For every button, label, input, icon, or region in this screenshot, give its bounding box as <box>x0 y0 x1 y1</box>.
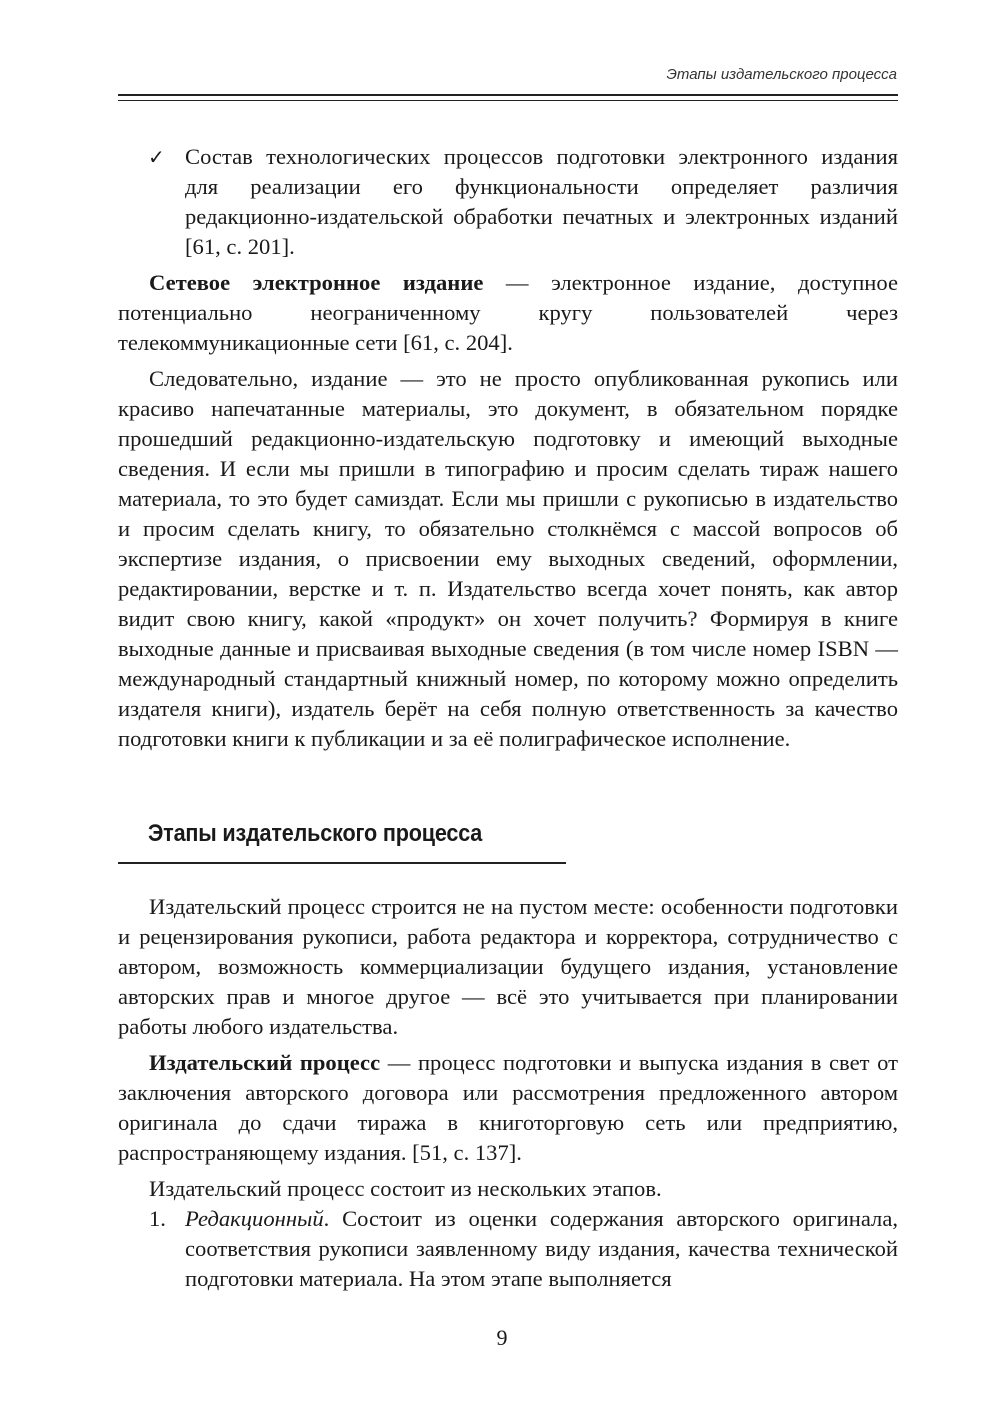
definition-process-term: Издательский процесс <box>149 1050 381 1075</box>
list-item-number: 1. <box>149 1206 166 1231</box>
section-heading-rule <box>118 862 566 864</box>
intro-paragraph: Издательский процесс строится не на пустом месте: особенности подготовки и рецензирования рукописи, работа редактора и корректора, сотрудничество с автором, возможность коммерциализации будущего издания, установление авторских прав и многое другое — всё это учитывается при планировании работы любого издательства. <box>118 894 898 1039</box>
lower-text-block <box>118 892 898 1294</box>
header-rule-thick <box>118 94 898 96</box>
definition-network-text: — электронное издание, доступное потенциально неограниченному кругу пользователей через телекоммуникационные сети [61, с. 204]. <box>118 270 898 355</box>
stages-paragraph: Издательский процесс состоит из нескольких этапов. <box>149 1176 662 1201</box>
checkmark-icon: ✓ <box>148 145 165 169</box>
definition-network-paragraph <box>118 268 898 358</box>
bullet-item <box>118 142 898 262</box>
conclusion-paragraph: Следовательно, издание — это не просто опубликованная рукопись или красиво напечатанные материалы, это документ, в обязательном порядке прошедший редакционно-издательскую подготовку и имеющий выходные сведения. И если мы пришли в типографию и просим сделать тираж нашего материала, то это будет самиздат. Если мы пришли с рукописью в издательство и просим сделать книгу, то обязательно столкнёмся с массой вопросов об экспертизе издания, о присвоении ему выходных сведений, оформлении, редактировании, верстке и т. п. Издательство всегда хочет понять, как автор видит свою книгу, какой «продукт» он хочет получить? Формируя в книге выходные данные и присваивая выходные сведения (в том числе номер ISBN — международный стандартный книжный номер, по которому можно определить издателя книги), издатель берёт на себя полную ответственность за качество подготовки книги к публикации и за её полиграфическое исполнение. <box>118 366 898 751</box>
list-item-text: . Состоит из оценки содержания авторского оригинала, соответствия рукописи заявленному виду издания, качества технической подготовки материала. На этом этапе выполняется <box>185 1206 898 1291</box>
definition-process-paragraph <box>118 1048 898 1168</box>
list-item <box>118 1204 898 1294</box>
list-item-title: Редакционный <box>185 1206 324 1231</box>
running-header: Этапы издательского процесса <box>666 66 897 83</box>
page-number: 9 <box>496 1325 508 1350</box>
section-heading: Этапы издательского процесса <box>148 820 483 847</box>
upper-text-block <box>118 142 898 754</box>
header-rule-thin <box>118 100 898 101</box>
bullet-text: Состав технологических процессов подготовки электронного издания для реализации его функциональности определяет различия редакционно-издательской обработки печатных и электронных изданий [61, с. 201]. <box>185 144 898 259</box>
definition-process-text: — процесс подготовки и выпуска издания в свет от заключения авторского договора или рассмотрения предложенного автором оригинала до сдачи тиража в книготорговую сеть или предприятию, распространяющему издания. [51, с. 137]. <box>118 1050 898 1165</box>
definition-network-term: Сетевое электронное издание <box>149 270 484 295</box>
